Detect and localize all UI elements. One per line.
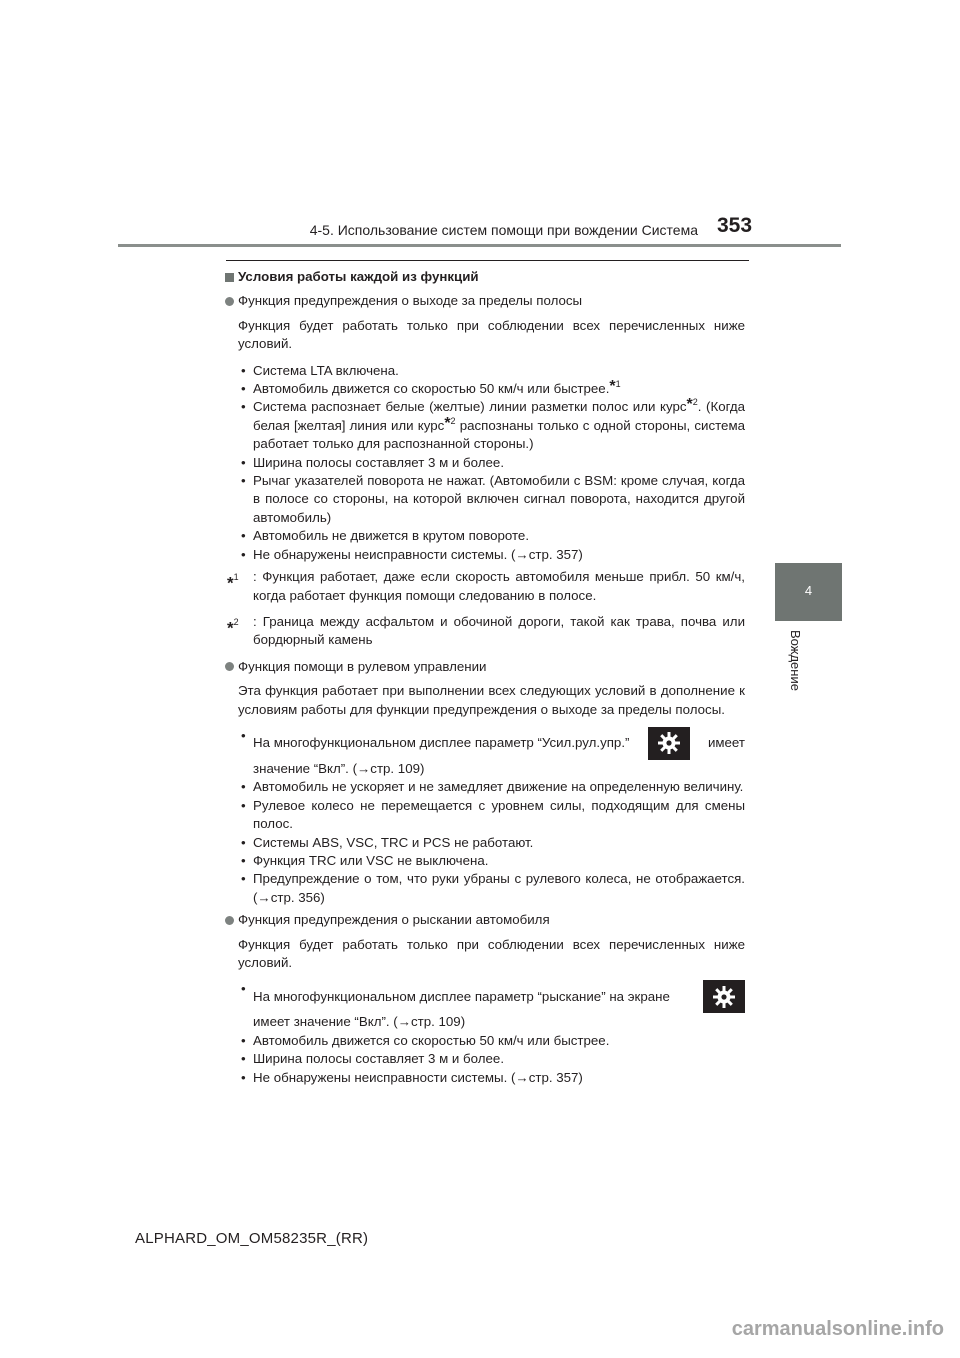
list-item-text: . (Когда белая [желтая] линия или курс (253, 399, 745, 433)
page-content (225, 268, 745, 1091)
chapter-tab[interactable] (775, 563, 842, 621)
footnote-ref: *2 (444, 414, 456, 432)
list-item: • Рычаг указателей поворота не нажат. (Автомобили с BSM: кроме случая, когда в полосе со стороны, на которой включен сигнал поворота, находится другой автомобиль) (238, 472, 745, 527)
list-item: • Система LTA включена. (238, 362, 745, 380)
paragraph: Эта функция работает при выполнении всех следующих условий в дополнение к условиям работы для функции предупреждения о выходе за пределы полосы. (238, 683, 745, 717)
subsection-title: Функция помощи в рулевом управлении (238, 658, 487, 674)
list-item: • Ширина полосы составляет 3 м и более. (238, 1050, 745, 1068)
list-item: • Рулевое колесо не перемещается с уровнем силы, подходящим для смены полос. (238, 797, 745, 834)
list-item (238, 980, 745, 1031)
circle-bullet-icon (225, 297, 234, 306)
list-item-text: Автомобиль движется со скоростью 50 км/ч или быстрее. (253, 381, 610, 397)
circle-bullet-icon (225, 662, 234, 671)
condition-list (238, 727, 745, 907)
list-item (238, 727, 745, 778)
chapter-tab-number: 4 (804, 583, 813, 598)
list-item-with-icon (253, 980, 745, 1013)
list-item: • Функция TRC или VSC не выключена. (238, 852, 745, 870)
list-item: • Предупреждение о том, что руки убраны с рулевого колеса, не отображается. (→стр. 356) (238, 870, 745, 907)
paragraph: Функция будет работать только при соблюдении всех перечисленных ниже условий. (238, 317, 745, 352)
condition-list (238, 980, 745, 1087)
list-item-text: распознаны только с одной стороны, система работает только для распознанной стороны.) (253, 417, 745, 452)
gear-icon (703, 980, 745, 1013)
list-item-text: имеет (707, 735, 745, 751)
list-item-with-icon (253, 727, 745, 760)
document-code: ALPHARD_OM_OM58235R_(RR) (135, 1230, 369, 1247)
list-item-text: имеет значение “Вкл”. (→стр. 109) (253, 1014, 466, 1030)
subsection-title: Функция предупреждения о выходе за пределы полосы (238, 293, 583, 309)
list-item-text: Система распознает белые (желтые) линии разметки полос или курс (253, 399, 687, 415)
subsection-lane-departure (225, 292, 745, 310)
list-item: • Автомобиль не ускоряет и не замедляет движение на определенную величину. (238, 778, 745, 796)
footnote-ref: *1 (609, 378, 621, 396)
list-item[interactable]: • Не обнаружены неисправности системы. (→стр. 357) (238, 546, 745, 564)
list-item: • Автомобиль не движется в крутом повороте. (238, 527, 745, 545)
subsection-title: Функция предупреждения о рыскании автомобиля (238, 912, 550, 928)
section-divider (226, 260, 749, 261)
footnote-mark: *$^1$ (227, 572, 239, 593)
list-item-text: • На многофункциональном дисплее параметр “рыскание” на экране (253, 988, 670, 1004)
subsection-sway-warning (225, 911, 745, 929)
watermark: carmanualsonline.info (731, 1318, 944, 1340)
subsection-steering-assist (225, 658, 745, 676)
square-bullet-icon (225, 273, 234, 282)
chapter-title: 4-5. Использование систем помощи при вождении Система (309, 222, 698, 238)
footnote-1 (227, 568, 745, 605)
list-item (238, 398, 745, 453)
list-item: • Системы ABS, VSC, TRC и PCS не работают. (238, 834, 745, 852)
gear-icon (648, 727, 690, 760)
list-item: • Автомобиль движется со скоростью 50 км/ч или быстрее. (238, 1032, 745, 1050)
list-item-text: значение “Вкл”. (→стр. 109) (253, 760, 425, 776)
section-heading-text: Условия работы каждой из функций (238, 269, 479, 284)
list-item-text: • На многофункциональном дисплее параметр “Усил.рул.упр.” (253, 735, 630, 751)
section-heading (225, 268, 745, 286)
list-item (238, 380, 745, 398)
footnote-2 (227, 613, 745, 650)
footnote-text: : Функция работает, даже если скорость автомобиля меньше прибл. 50 км/ч, когда работает функция помощи следованию в полосе. (253, 569, 745, 603)
list-item: • Не обнаружены неисправности системы. (→стр. 357) (238, 1069, 745, 1087)
footnote-ref: *2 (686, 396, 698, 414)
header-divider (118, 244, 841, 247)
list-item: • Ширина полосы составляет 3 м и более. (238, 454, 745, 472)
page-header (0, 0, 960, 250)
condition-list (238, 362, 745, 564)
chapter-tab-label: Вождение (788, 630, 803, 691)
footnote-mark: *$^2$ (227, 616, 239, 638)
footnote-text: : Граница между асфальтом и обочиной дороги, такой как трава, почва или бордюрный камень (253, 613, 745, 648)
page-number: 353 (717, 214, 753, 237)
paragraph: Функция будет работать только при соблюдении всех перечисленных ниже условий. (238, 936, 745, 970)
circle-bullet-icon (225, 916, 234, 925)
